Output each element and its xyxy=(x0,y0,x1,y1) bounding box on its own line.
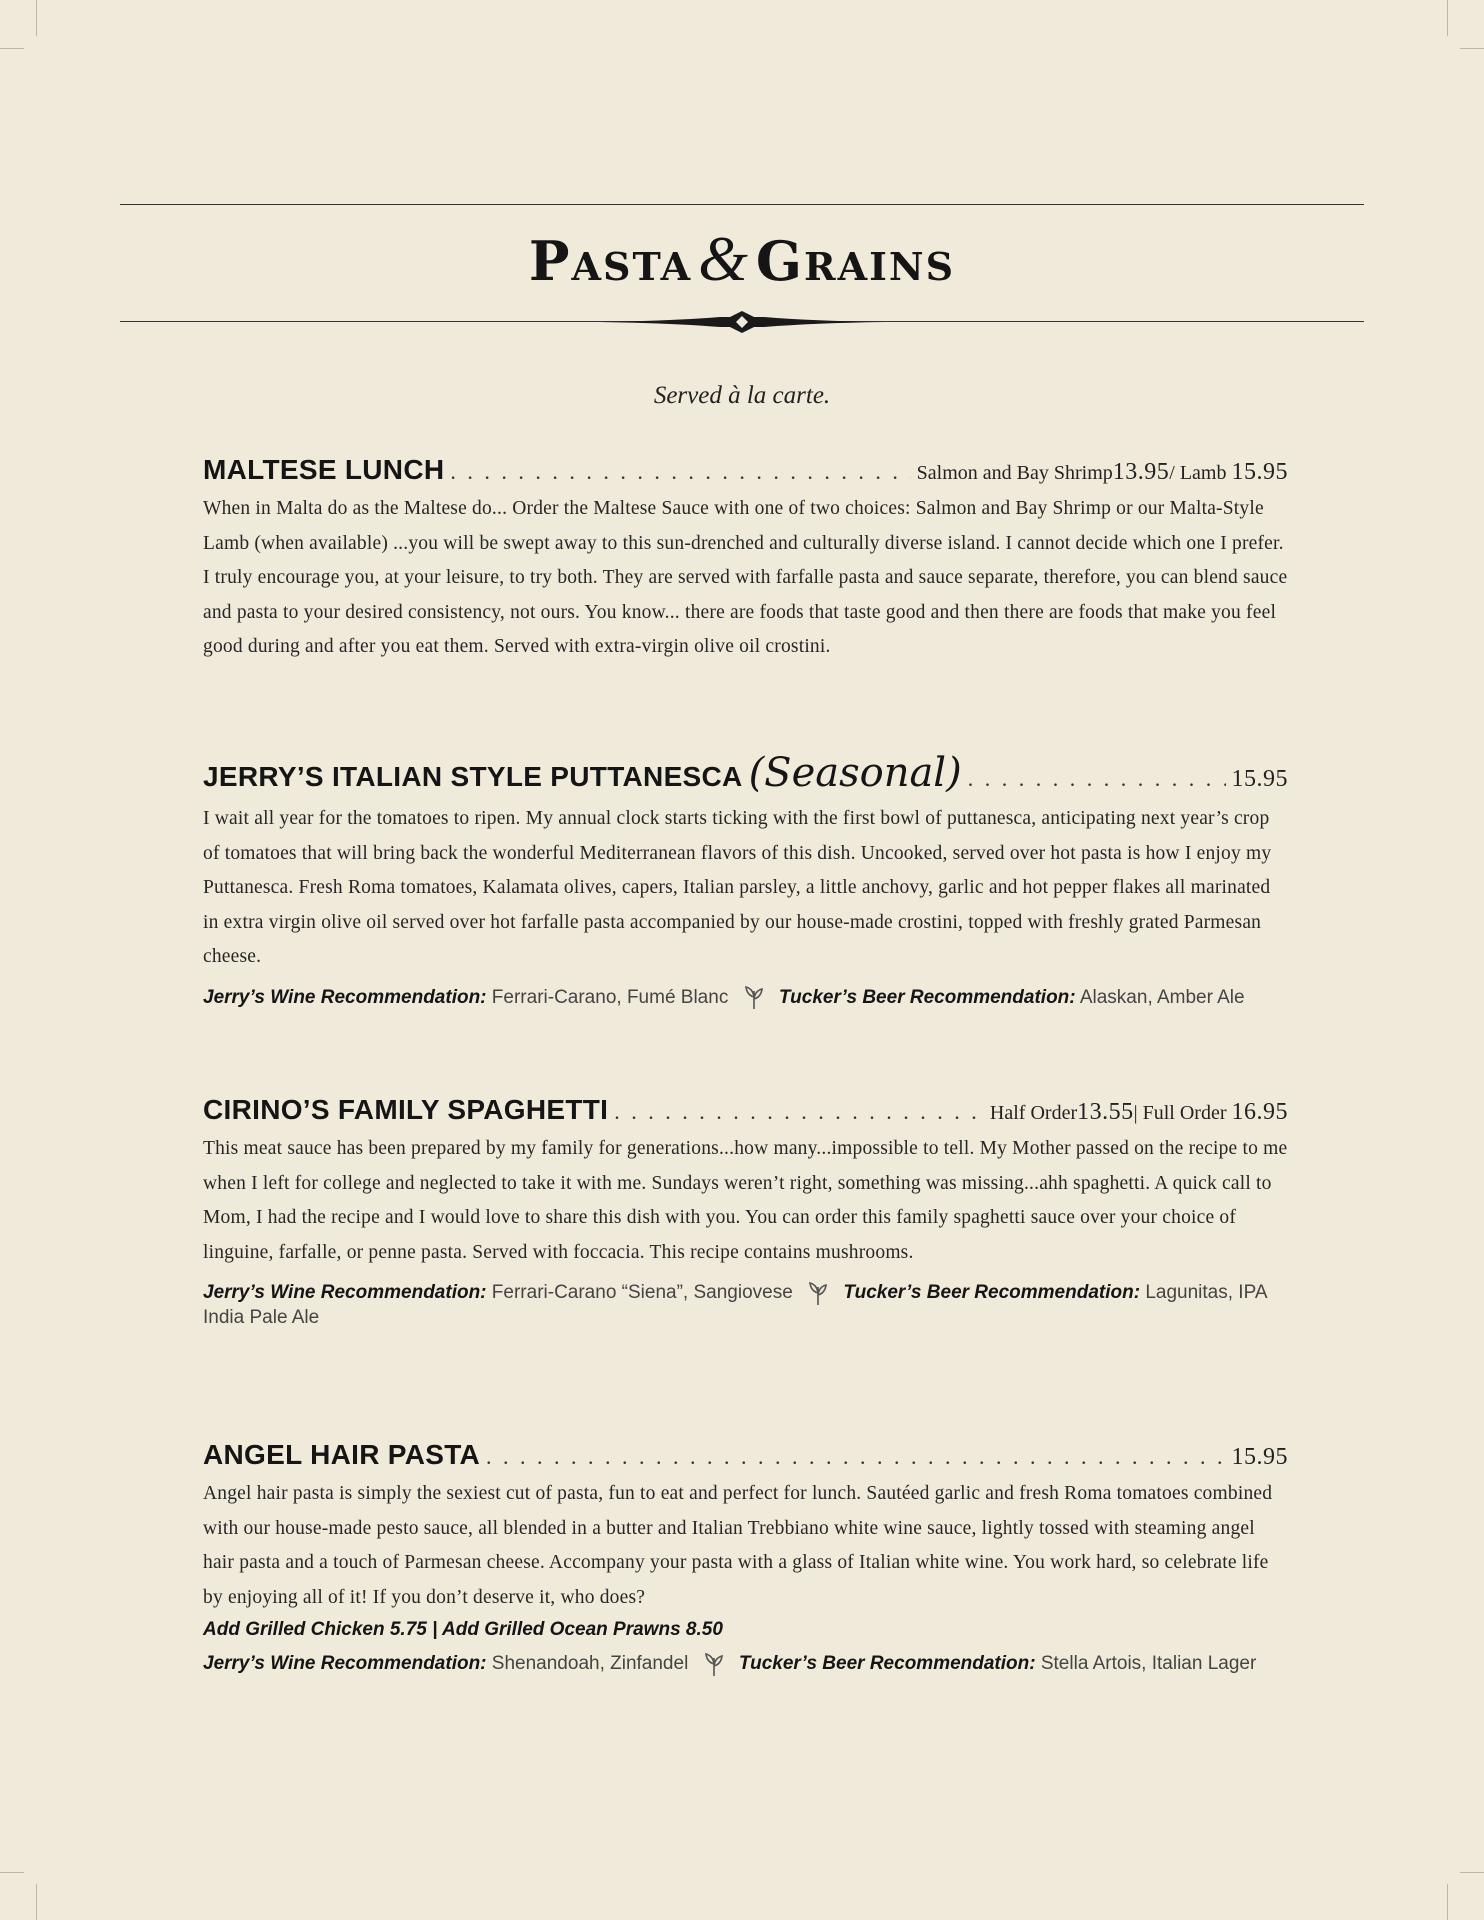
subtitle: Served à la carte. xyxy=(653,382,831,409)
page-title xyxy=(0,222,1484,296)
item-header xyxy=(203,750,1288,796)
wine-value: Ferrari-Carano “Siena”, Sangiovese xyxy=(491,1282,793,1303)
beer-label: Tucker’s Beer Recommendation: xyxy=(843,1282,1141,1303)
price-label: / Lamb xyxy=(1169,462,1232,484)
beer-label: Tucker’s Beer Recommendation: xyxy=(778,986,1076,1008)
crop-mark xyxy=(0,48,24,49)
item-header xyxy=(203,1094,1288,1126)
item-description: This meat sauce has been prepared by my family for generations...how many...impossible to tell. My Mother passed on the recipe to me when I left for college and neglected to take it with me. Sundays weren’t right, something was missing...ahh spaghetti. A quick call to Mom, I had the recipe and I would love to share this dish with you. You can order this family spaghetti sauce over your choice of linguine, farfalle, or penne pasta. Served with foccacia. This recipe contains mushrooms. xyxy=(203,1138,1288,1263)
item-name: CIRINO’S FAMILY SPAGHETTI xyxy=(203,1094,609,1125)
crop-mark xyxy=(1460,1872,1484,1873)
menu-item-maltese-lunch xyxy=(203,454,1288,665)
item-price xyxy=(1232,1444,1289,1471)
price-label: Half Order xyxy=(989,1102,1078,1124)
price-value: 15.95 xyxy=(1231,459,1288,485)
price-value: 13.95 xyxy=(1112,459,1170,485)
item-price xyxy=(917,459,1288,486)
item-name: ANGEL HAIR PASTA xyxy=(203,1439,481,1470)
crop-mark xyxy=(1460,48,1484,49)
price-value: 16.95 xyxy=(1231,1099,1288,1125)
item-header xyxy=(203,454,1288,486)
item-name: JERRY’S ITALIAN STYLE PUTTANESCA xyxy=(203,761,743,792)
header-rule-top xyxy=(120,204,1364,205)
beer-value: Stella Artois, Italian Lager xyxy=(1040,1653,1257,1674)
crop-mark xyxy=(1447,0,1448,36)
item-description: Angel hair pasta is simply the sexiest cut of pasta, fun to eat and perfect for lunch. Sautéed garlic and fresh Roma tomatoes combined with our house-made pesto sauce, all blended in a butter and Italian Trebbiano white wine sauce, lightly tossed with steaming angel hair pasta and a touch of Parmesan cheese. Accompany your pasta with a glass of Italian white wine. You work hard, so celebrate life by enjoying all of it! If you don’t deserve it, who does? xyxy=(203,1483,1273,1608)
leaf-icon xyxy=(808,1281,828,1305)
diamond-rule-ornament xyxy=(600,311,884,333)
price-value: 15.95 xyxy=(1231,766,1288,792)
crop-mark xyxy=(36,1884,37,1920)
beer-value: Alaskan, Amber Ale xyxy=(1079,986,1245,1008)
wine-value: Ferrari-Carano, Fumé Blanc xyxy=(491,986,729,1008)
pairing-recommendations xyxy=(203,1280,1288,1330)
wine-label: Jerry’s Wine Recommendation: xyxy=(203,1653,487,1674)
price-label: Salmon and Bay Shrimp xyxy=(916,462,1113,484)
add-on-options: Add Grilled Chicken 5.75 | Add Grilled Ocean Prawns 8.50 xyxy=(203,1619,723,1640)
price-label: | Full Order xyxy=(1133,1102,1232,1124)
title-right: Grains xyxy=(755,229,956,293)
item-description: When in Malta do as the Maltese do... Order the Maltese Sauce with one of two choices: Salmon and Bay Shrimp or our Malta-Style Lamb (when available) ...you will be swept away to this sun-drenched and culturally diverse island. I cannot decide which one I prefer. I truly encourage you, at your leisure, to try both. They are served with farfalle pasta and sauce separate, therefore, you can blend sauce and pasta to your desired consistency, not ours. You know... there are foods that taste good and then there are foods that make you feel good during and after you eat them. Served with extra-virgin olive oil crostini. xyxy=(203,498,1288,657)
item-description: I wait all year for the tomatoes to ripen. My annual clock starts ticking with the first bowl of puttanesca, anticipating next year’s crop of tomatoes that will bring back the wonderful Mediterranean flavors of this dish. Uncooked, served over hot pasta is how I enjoy my Puttanesca. Fresh Roma tomatoes, Kalamata olives, capers, Italian parsley, a little anchovy, garlic and hot pepper flakes all marinated in extra virgin olive oil served over hot farfalle pasta accompanied by our house-made crostini, topped with freshly grated Parmesan cheese. xyxy=(203,808,1272,967)
price-value: 15.95 xyxy=(1231,1444,1288,1470)
item-price xyxy=(990,1099,1288,1126)
leader-dots xyxy=(486,1444,1225,1470)
wine-label: Jerry’s Wine Recommendation: xyxy=(203,986,487,1008)
menu-item-puttanesca xyxy=(203,750,1288,1010)
title-left: Pasta xyxy=(528,229,693,293)
item-price xyxy=(1232,766,1289,793)
menu-item-family-spaghetti xyxy=(203,1094,1288,1330)
seasonal-tag: (Seasonal) xyxy=(748,750,962,796)
crop-mark xyxy=(36,0,37,36)
wine-value: Shenandoah, Zinfandel xyxy=(491,1653,689,1674)
item-header xyxy=(203,1439,1288,1471)
leader-dots xyxy=(614,1099,984,1125)
leaf-icon xyxy=(704,1652,724,1676)
pairing-recommendations xyxy=(203,985,1288,1010)
menu-item-angel-hair-pasta xyxy=(203,1439,1288,1676)
wine-label: Jerry’s Wine Recommendation: xyxy=(203,1282,487,1303)
title-ampersand: & xyxy=(698,223,750,294)
pairing-recommendations xyxy=(203,1651,1288,1676)
price-value: 13.55 xyxy=(1077,1099,1134,1125)
crop-mark xyxy=(1447,1884,1448,1920)
crop-mark xyxy=(0,1872,24,1873)
beer-value: Lagunitas, IPA India Pale Ale xyxy=(203,1282,1267,1328)
item-name: MALTESE LUNCH xyxy=(203,454,445,485)
leaf-icon xyxy=(744,985,764,1009)
beer-label: Tucker’s Beer Recommendation: xyxy=(738,1653,1036,1674)
leader-dots xyxy=(968,766,1226,792)
leader-dots xyxy=(450,459,910,485)
